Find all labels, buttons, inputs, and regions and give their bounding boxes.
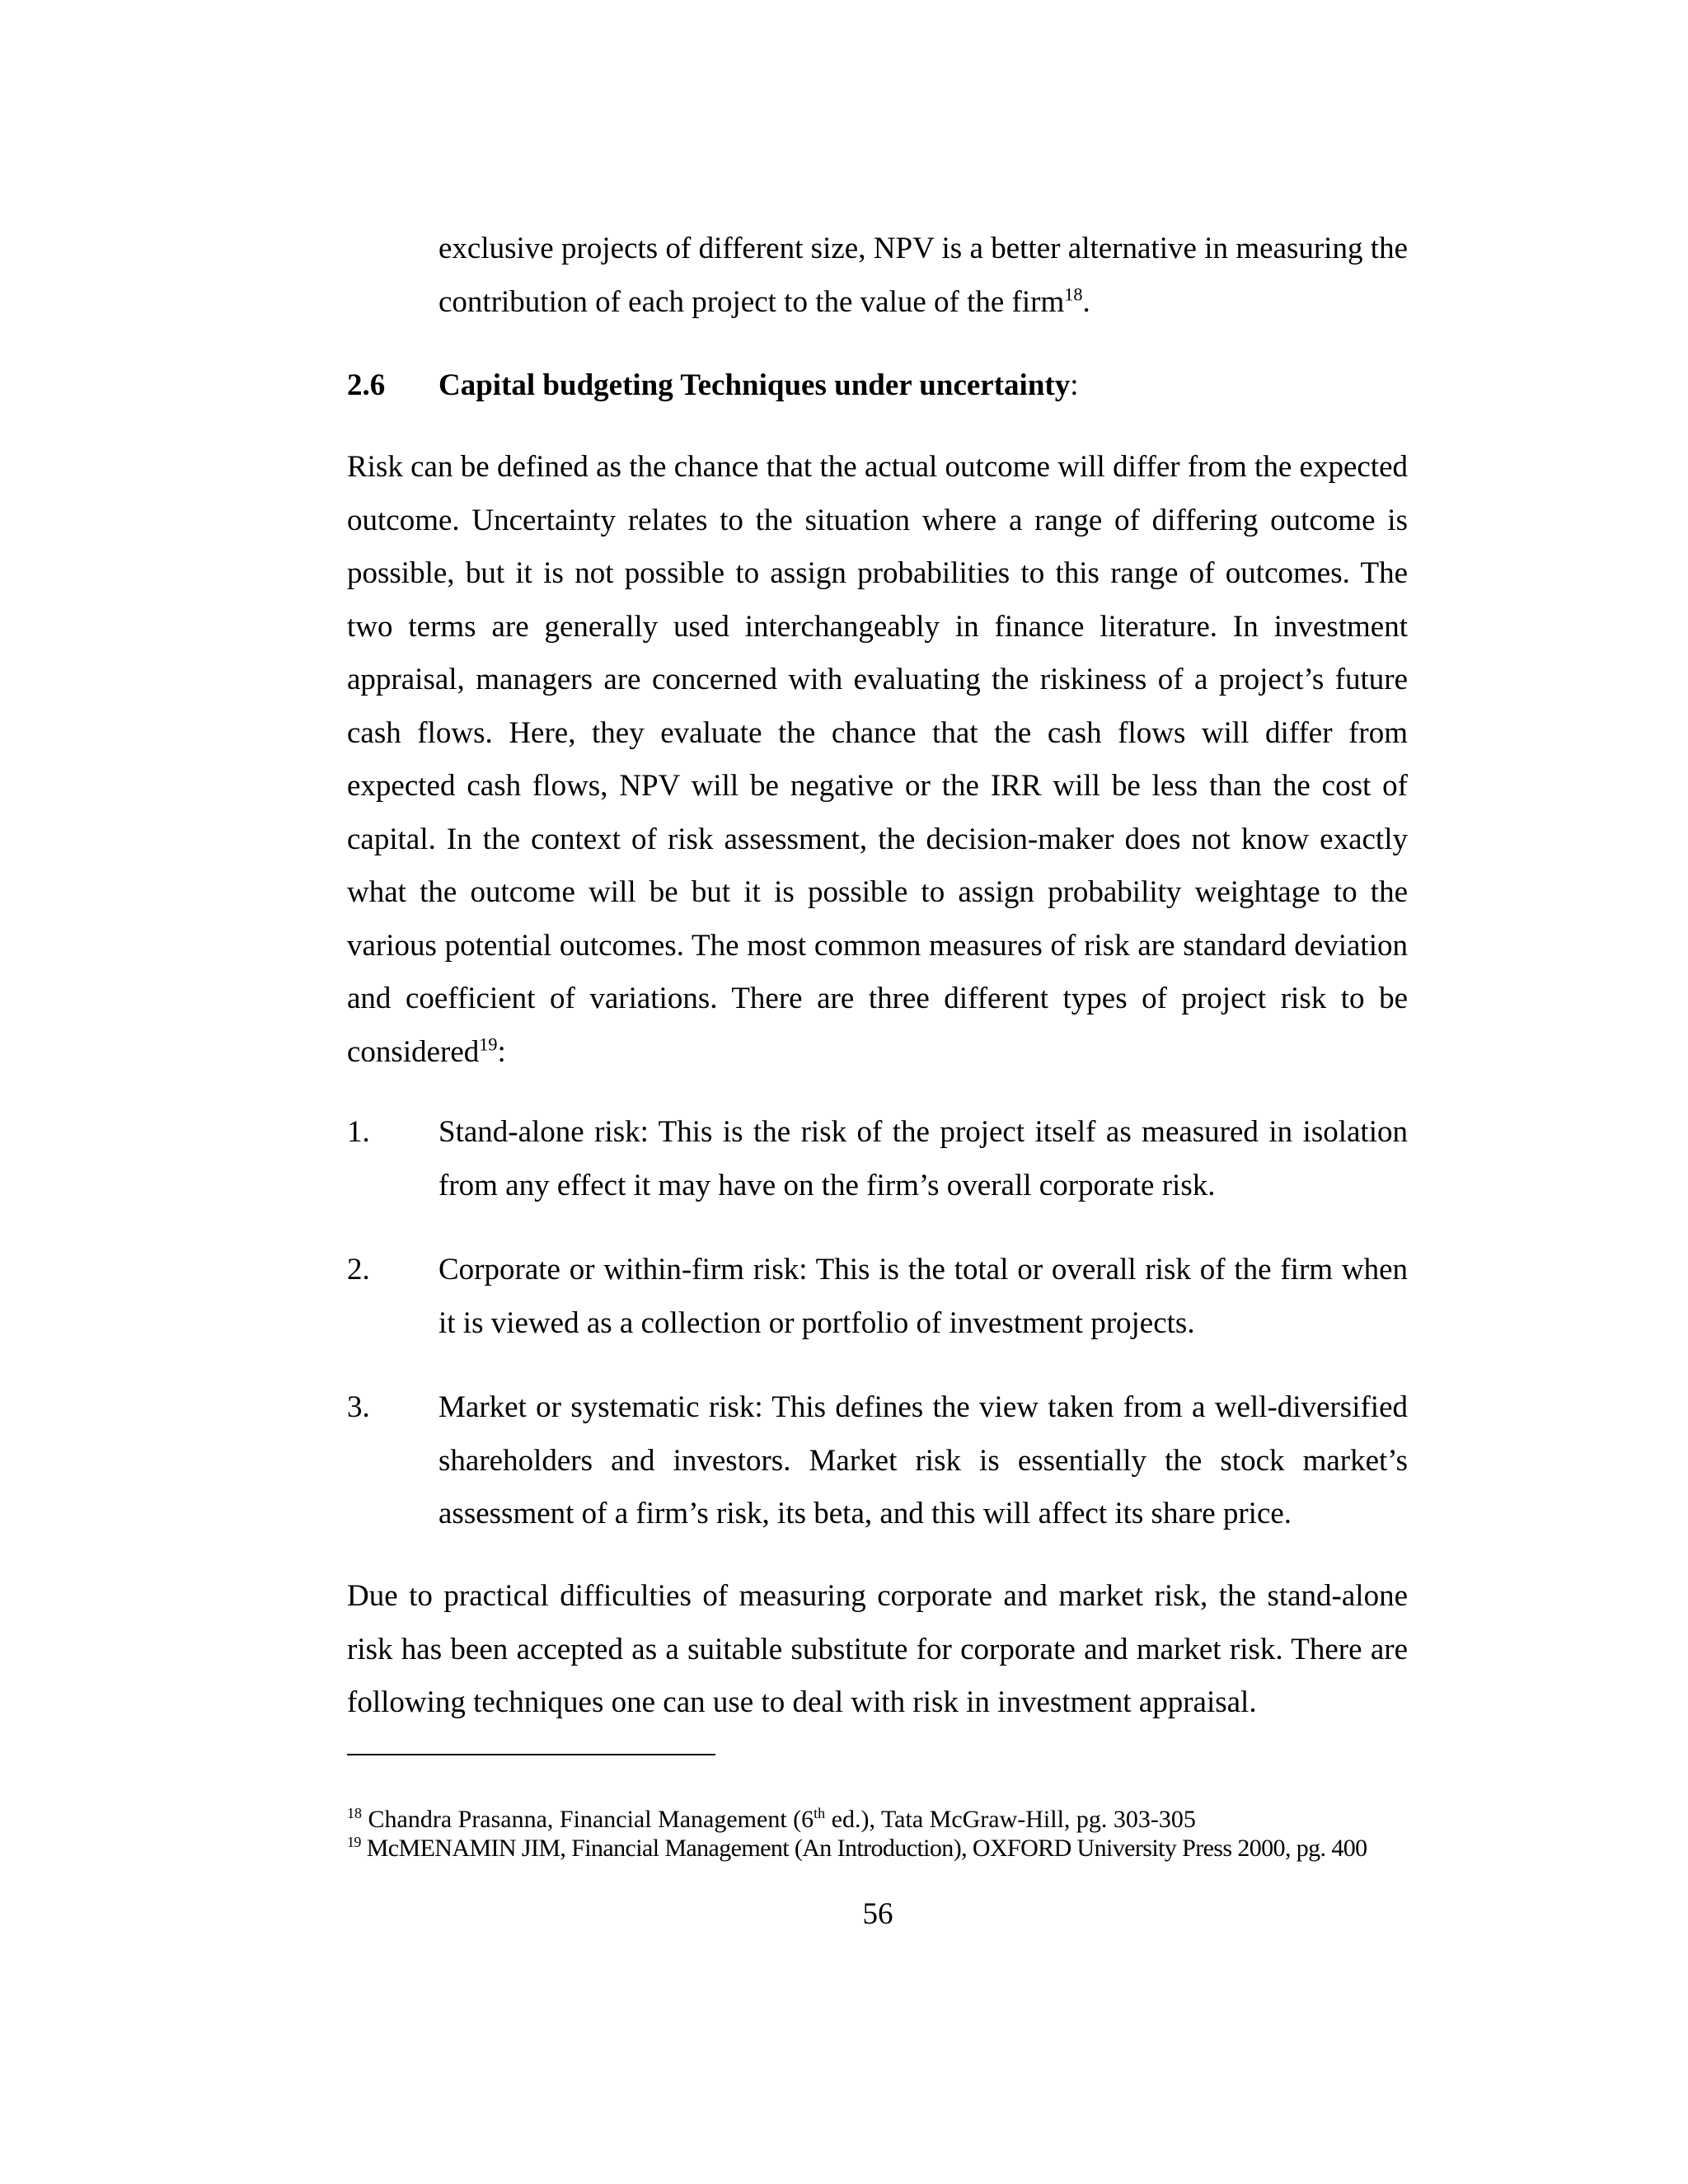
footnote-text-end: ed.), Tata McGraw-Hill, pg. 303-305 xyxy=(825,1806,1196,1833)
footnote-18 xyxy=(347,1805,1418,1834)
list-item-text: Market or systematic risk: This defines the view taken from a well-diversified shareholders and investors. Market risk is essentially the stock market’s assessment of a firm’s risk, its beta, and this will affect its share price. xyxy=(438,1390,1408,1530)
continuation-paragraph xyxy=(438,223,1408,329)
continuation-end: . xyxy=(1082,284,1090,319)
section-heading xyxy=(347,363,1418,409)
footnote-superscript: th xyxy=(814,1805,826,1821)
section-colon: : xyxy=(1070,368,1079,402)
footnote-separator xyxy=(347,1754,715,1755)
continuation-text: exclusive projects of different size, NPV is a better alternative in measuring the contribution of each project to the value of the firm xyxy=(438,232,1408,319)
list-item xyxy=(347,1381,1408,1541)
list-item xyxy=(347,1106,1408,1212)
page-number: 56 xyxy=(862,1897,893,1931)
section-number: 2.6 xyxy=(347,368,386,402)
section-title: Capital budgeting Techniques under uncertainty xyxy=(438,368,1071,402)
list-marker: 1. xyxy=(347,1115,370,1149)
risk-definition-paragraph xyxy=(347,441,1408,1079)
list-item-text: Stand-alone risk: This is the risk of the project itself as measured in isolation from any effect it may have on the firm’s overall corporate risk. xyxy=(438,1115,1408,1202)
footnote-text: Chandra Prasanna, Financial Management (6 xyxy=(368,1806,814,1833)
risk-paragraph-text: Risk can be defined as the chance that the actual outcome will differ from the expected outcome. Uncertainty relates to the situation where a range of differing outcome is possible, but it is not possible to assign probabilities to this range of outcomes. The two terms are generally used interchangeably in finance literature. In investment appraisal, managers are concerned with evaluating the riskiness of a project’s future cash flows. Here, they evaluate the chance that the cash flows will differ from expected cash flows, NPV will be negative or the IRR will be less than the cost of capital. In the context of risk assessment, the decision-maker does not know exactly what the outcome will be but it is possible to assign probability weightage to the various potential outcomes. The most common measures of risk are standard deviation and coefficient of variations. There are three different types of project risk to be considered xyxy=(347,450,1408,1069)
list-item-text: Corporate or within-firm risk: This is the total or overall risk of the firm when it is viewed as a collection or portfolio of investment projects. xyxy=(438,1253,1408,1340)
closing-paragraph: Due to practical difficulties of measuring corporate and market risk, the stand-alone risk has been accepted as a suitable substitute for corporate and market risk. There are following techniques one can use to deal with risk in investment appraisal. xyxy=(347,1579,1408,1719)
footnotes xyxy=(347,1805,1418,1863)
list-marker: 3. xyxy=(347,1390,370,1424)
list-item xyxy=(347,1244,1408,1350)
footnote-ref-18: 18 xyxy=(1064,284,1083,305)
footnote-number: 18 xyxy=(347,1805,362,1821)
risk-paragraph-end: : xyxy=(497,1034,506,1069)
footnote-number: 19 xyxy=(347,1834,361,1850)
list-marker: 2. xyxy=(347,1253,370,1286)
footnote-19 xyxy=(347,1834,1418,1863)
footnote-text: McMENAMIN JIM, Financial Management (An Introduction), OXFORD University Press 2000, pg. 400 xyxy=(366,1835,1367,1862)
footnote-ref-19: 19 xyxy=(479,1033,498,1055)
